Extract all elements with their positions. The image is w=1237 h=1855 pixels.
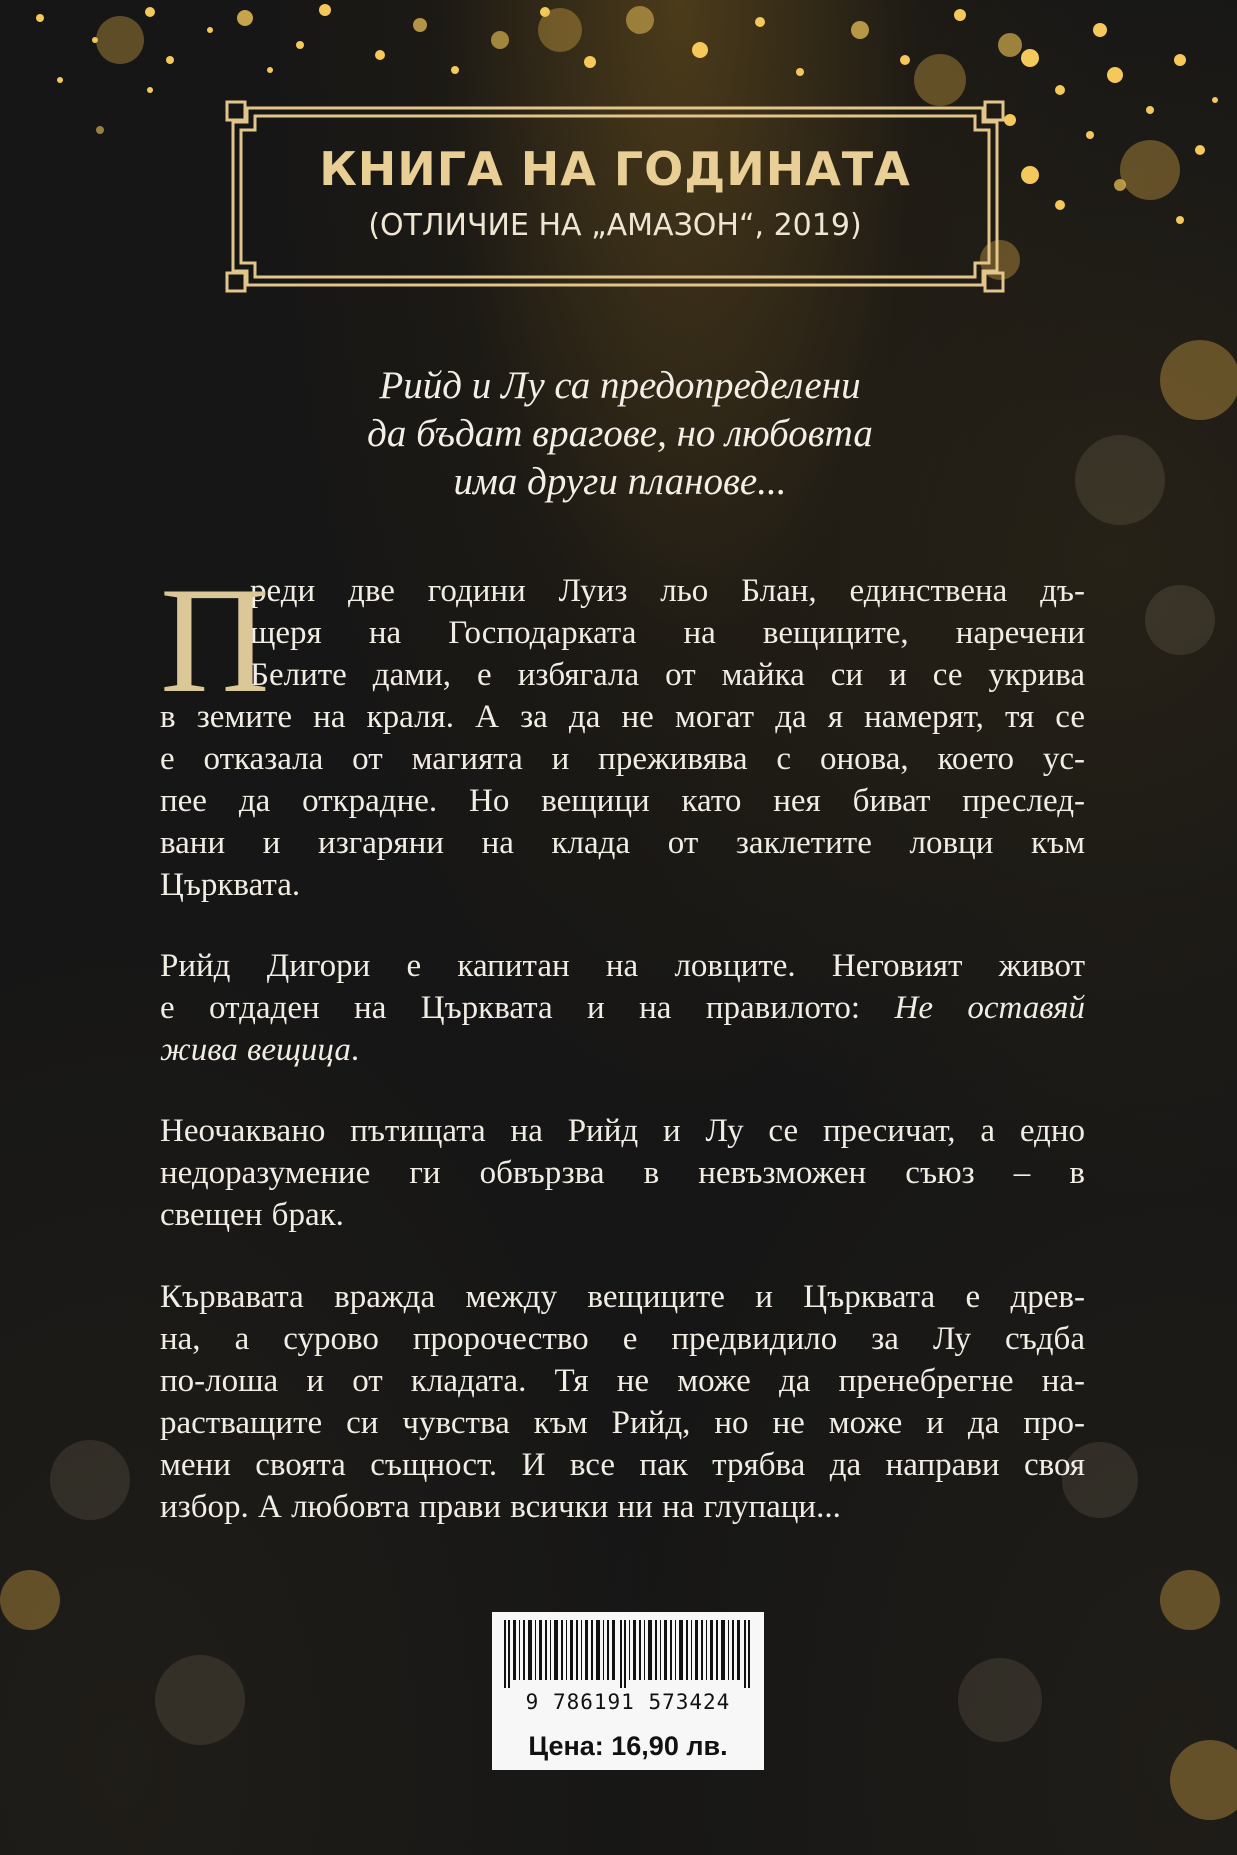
text-line: Рийд Дигори е капитан на ловците. Неговият живот <box>160 948 1085 984</box>
award-frame <box>225 100 1005 293</box>
text-line: по-лоша и от кладата. Тя не може да пренебрегне на- <box>160 1363 1085 1399</box>
text-line: Църквата. <box>160 867 301 903</box>
isbn-number: 9 786191 573424 <box>525 1690 731 1714</box>
tagline <box>230 362 1010 506</box>
drop-cap: П <box>160 556 270 724</box>
text-line: Белите дами, е избягала от майка си и се укрива <box>250 657 1085 693</box>
text-segment: е отдаден на Църквата и на правилото: <box>160 990 895 1026</box>
text-line: свещен брак. <box>160 1197 344 1233</box>
text-line: на, а сурово пророчество е предвидило за Лу съдба <box>160 1321 1085 1357</box>
paragraph-2 <box>160 945 1085 1071</box>
text-line: недоразумение ги обвързва в невъзможен съюз – в <box>160 1155 1085 1191</box>
text-line: пее да открадне. Но вещици като нея биват преслед- <box>160 783 1085 819</box>
text-line: избор. А любовта прави всички ни на глупаци... <box>160 1489 841 1525</box>
text-line: реди две години Луиз льо Блан, единствена дъ- <box>250 573 1085 609</box>
text-line: в земите на краля. А за да не могат да я намерят, тя се <box>160 699 1085 735</box>
tagline-line: да бъдат врагове, но любовта <box>367 412 873 455</box>
barcode-bars <box>500 1620 756 1688</box>
paragraph-3 <box>160 1110 1085 1236</box>
text-line: мени своята същност. И все пак трябва да направи своя <box>160 1447 1085 1483</box>
text-line: е отказала от магията и преживява с онова, което ус- <box>160 741 1085 777</box>
text-line: Кървавата вражда между вещиците и Църквата е древ- <box>160 1279 1085 1315</box>
text-line: Неочаквано пътищата на Рийд и Лу се пресичат, а едно <box>160 1113 1085 1149</box>
paragraph-1 <box>160 556 1085 906</box>
tagline-line: има други планове... <box>453 460 787 503</box>
text-segment: . <box>350 1032 360 1068</box>
text-line <box>160 1029 1085 1071</box>
text-line: растващите си чувства към Рийд, но не може и да про- <box>160 1405 1085 1441</box>
paragraph-4 <box>160 1276 1085 1528</box>
price-label: Цена: 16,90 лв. <box>492 1724 764 1770</box>
italic-rule-text: жива вещица <box>160 1032 351 1068</box>
tagline-line: Рийд и Лу са предопределени <box>379 364 861 407</box>
text-line: вани и изгаряни на клада от заклетите ловци към <box>160 825 1085 861</box>
italic-rule-text: Не оставяй <box>894 990 1085 1026</box>
award-title: КНИГА НА ГОДИНАТА <box>319 142 911 196</box>
text-line <box>160 987 1085 1029</box>
ornamental-frame-border <box>225 100 1005 293</box>
barcode <box>492 1612 764 1724</box>
text-line: щеря на Господарката на вещиците, наречени <box>250 615 1085 651</box>
award-subtitle: (ОТЛИЧИЕ НА „АМАЗОН“, 2019) <box>368 208 862 243</box>
